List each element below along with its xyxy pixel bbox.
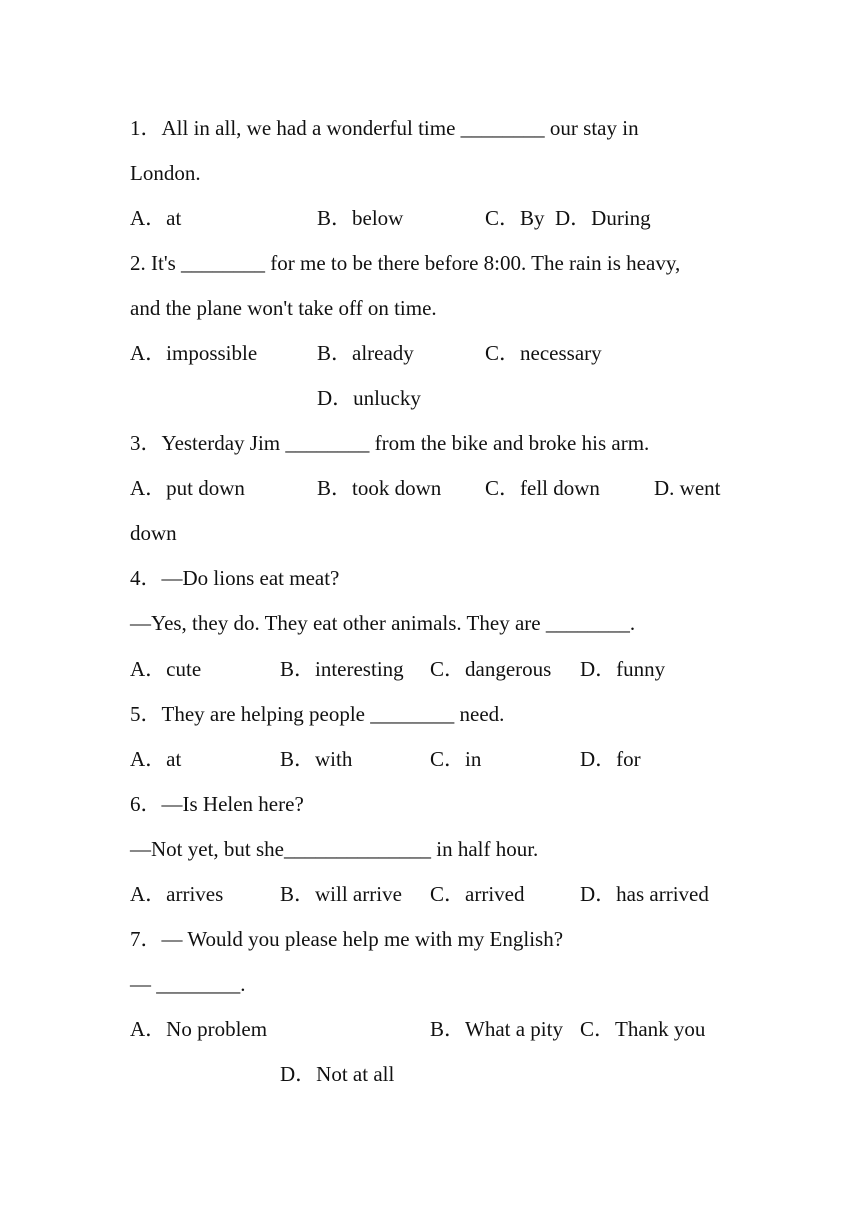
question-4-option-c: C．dangerous — [430, 657, 552, 681]
question-5-stem: 5．They are helping people ________ need. — [130, 702, 505, 726]
question-7-option-a: A．No problem — [130, 1017, 268, 1041]
question-5-option-c: C．in — [430, 747, 482, 771]
question-3-option-d-wrap: down — [130, 521, 177, 545]
question-6-option-b: B．will arrive — [280, 882, 402, 906]
question-6-option-a: A．arrives — [130, 882, 224, 906]
question-4-stem-line-2: —Yes, they do. They eat other animals. They are ________. — [130, 611, 636, 635]
question-7-option-b: B．What a pity — [430, 1017, 563, 1041]
question-2-stem-line-2: and the plane won't take off on time. — [130, 296, 437, 320]
question-1-option-b: B．below — [317, 206, 404, 230]
question-6-option-d: D．has arrived — [580, 882, 709, 906]
question-1-option-c: C．By — [485, 206, 545, 230]
question-2-option-b: B．already — [317, 341, 414, 365]
question-2-option-c: C．necessary — [485, 341, 602, 365]
question-7-option-d: D．Not at all — [280, 1062, 395, 1086]
question-7-stem-line-1: 7．— Would you please help me with my English? — [130, 927, 564, 951]
question-3-option-c: C．fell down — [485, 476, 600, 500]
question-6-stem-line-2: —Not yet, but she______________ in half hour. — [130, 837, 539, 861]
question-3-stem: 3．Yesterday Jim ________ from the bike and broke his arm. — [130, 431, 650, 455]
question-2-option-d: D．unlucky — [317, 386, 421, 410]
question-5-option-b: B．with — [280, 747, 353, 771]
question-7-option-c: C．Thank you — [580, 1017, 706, 1041]
question-2-option-a: A．impossible — [130, 341, 258, 365]
question-2-stem-line-1: 2. It's ________ for me to be there before 8:00. The rain is heavy, — [130, 251, 681, 275]
question-4-stem-line-1: 4．—Do lions eat meat? — [130, 566, 340, 590]
question-6-option-c: C．arrived — [430, 882, 525, 906]
question-7-stem-line-2: — ________. — [130, 972, 246, 996]
question-5-option-d: D．for — [580, 747, 641, 771]
question-6-stem-line-1: 6．—Is Helen here? — [130, 792, 304, 816]
question-3-option-a: A．put down — [130, 476, 245, 500]
question-1-option-d: D．During — [555, 206, 651, 230]
question-3-option-b: B．took down — [317, 476, 442, 500]
question-3-option-d: D. went — [654, 476, 721, 500]
question-1-stem-line-1: 1．All in all, we had a wonderful time ________ our stay in — [130, 116, 639, 140]
question-1-option-a: A．at — [130, 206, 182, 230]
question-4-option-d: D．funny — [580, 657, 666, 681]
question-4-option-a: A．cute — [130, 657, 202, 681]
question-1-stem-line-2: London. — [130, 161, 201, 185]
question-4-option-b: B．interesting — [280, 657, 404, 681]
question-5-option-a: A．at — [130, 747, 182, 771]
